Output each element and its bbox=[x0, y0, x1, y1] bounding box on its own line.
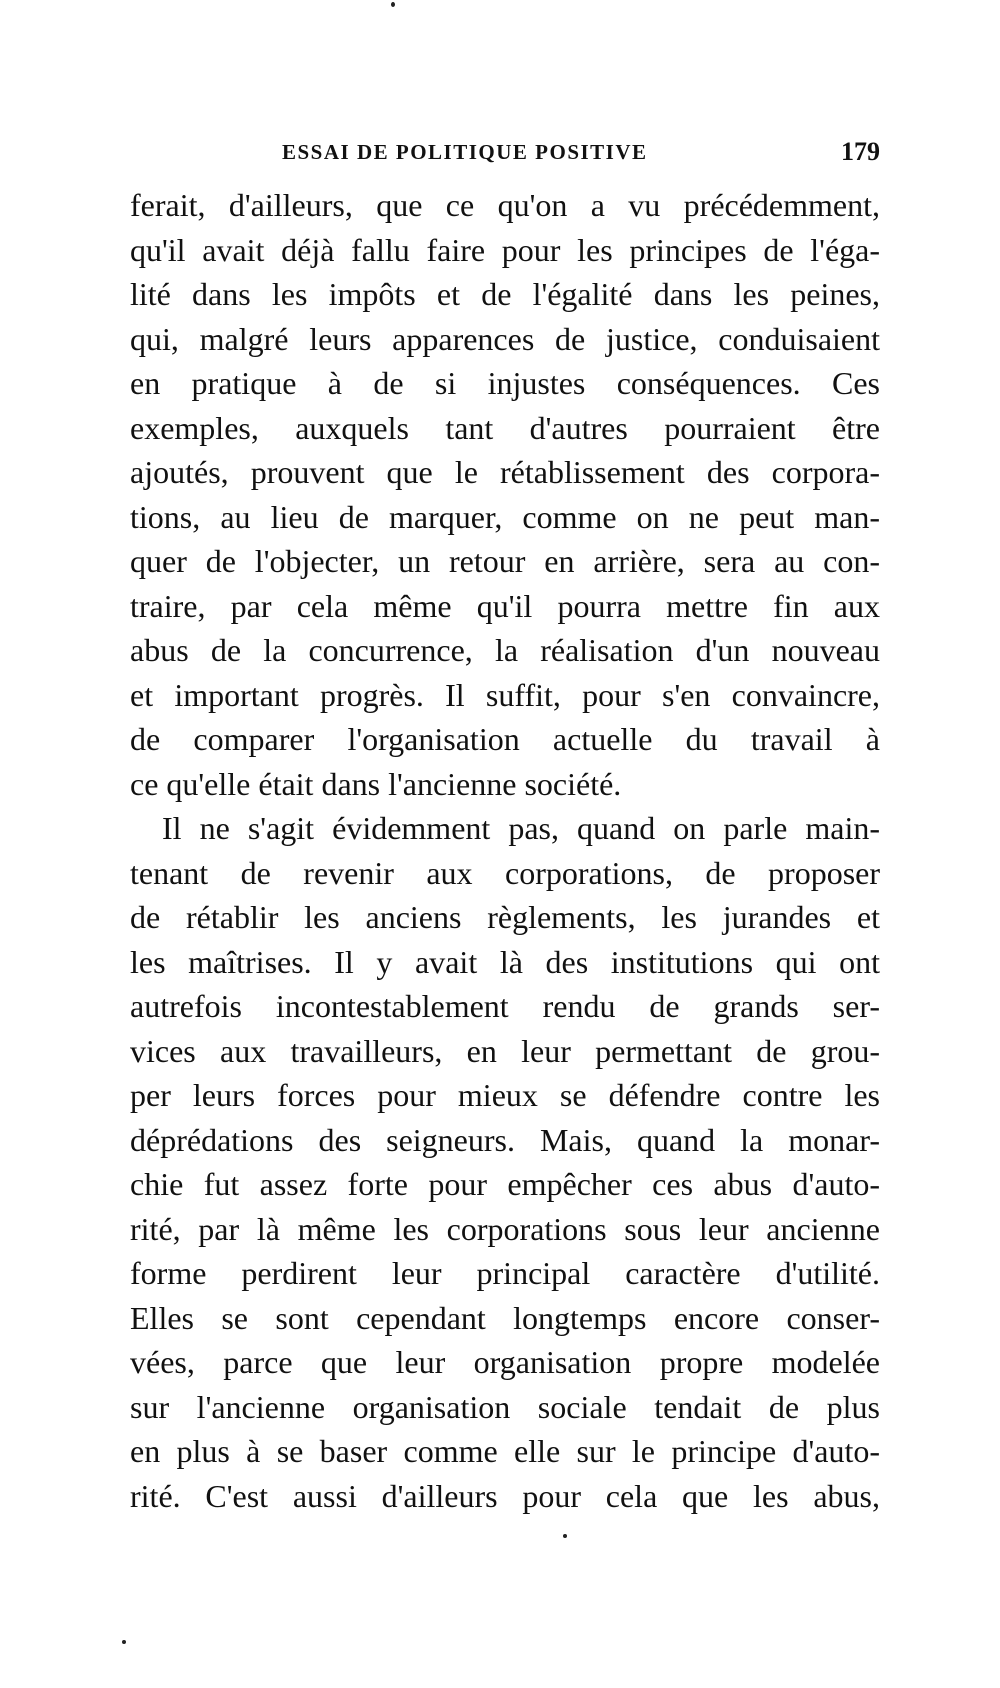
text-line: ajoutés, prouvent que le rétablissement des corpora- bbox=[130, 454, 880, 490]
text-line: tenant de revenir aux corporations, de proposer bbox=[130, 854, 880, 891]
text-line: de comparer l'organisation actuelle du travail à bbox=[130, 721, 880, 757]
text-line: en plus à se baser comme elle sur le principe d'auto- bbox=[130, 1433, 880, 1469]
ink-speck bbox=[391, 2, 395, 7]
text-line: ferait, d'ailleurs, que ce qu'on a vu précédemment, bbox=[130, 187, 880, 223]
text-line: Elles se sont cependant longtemps encore conser- bbox=[130, 1299, 880, 1336]
running-title: ESSAI DE POLITIQUE POSITIVE bbox=[282, 140, 648, 164]
text-line: traire, par cela même qu'il pourra mettre fin aux bbox=[130, 587, 880, 624]
text-line: chie fut assez forte pour empêcher ces abus d'auto- bbox=[130, 1166, 880, 1202]
text-line: abus de la concurrence, la réalisation d'un nouveau bbox=[130, 632, 880, 668]
text-line: les maîtrises. Il y avait là des institutions qui ont bbox=[130, 943, 880, 980]
text-line: en pratique à de si injustes conséquences. Ces bbox=[130, 365, 880, 401]
text-line: quer de l'objecter, un retour en arrière, sera au con- bbox=[130, 543, 880, 579]
text-line: et important progrès. Il suffit, pour s'en convaincre, bbox=[130, 676, 880, 713]
text-line: lité dans les impôts et de l'égalité dans les peines, bbox=[130, 276, 880, 312]
text-line: per leurs forces pour mieux se défendre contre les bbox=[130, 1077, 880, 1113]
text-line: rité, par là même les corporations sous leur ancienne bbox=[130, 1210, 880, 1247]
text-line: sur l'ancienne organisation sociale tendait de plus bbox=[130, 1388, 880, 1425]
text-line: déprédations des seigneurs. Mais, quand la monar- bbox=[130, 1121, 880, 1158]
paragraph-first-line: Il ne s'agit évidemment pas, quand on parle main- bbox=[162, 810, 880, 846]
text-line: qui, malgré leurs apparences de justice, conduisaient bbox=[130, 320, 880, 357]
text-line: rité. C'est aussi d'ailleurs pour cela que les abus, bbox=[130, 1477, 880, 1514]
ink-speck bbox=[563, 1534, 567, 1538]
page-number: 179 bbox=[841, 137, 880, 166]
ink-speck bbox=[122, 1640, 126, 1644]
text-line: exemples, auxquels tant d'autres pourraient être bbox=[130, 409, 880, 446]
body-text bbox=[130, 183, 880, 1518]
text-line: qu'il avait déjà fallu faire pour les principes de l'éga- bbox=[130, 231, 880, 268]
text-line: forme perdirent leur principal caractère d'utilité. bbox=[130, 1255, 880, 1291]
text-line: vées, parce que leur organisation propre modelée bbox=[130, 1344, 880, 1380]
text-line: tions, au lieu de marquer, comme on ne peut man- bbox=[130, 498, 880, 535]
text-line: autrefois incontestablement rendu de grands ser- bbox=[130, 988, 880, 1024]
text-line: vices aux travailleurs, en leur permettant de grou- bbox=[130, 1032, 880, 1069]
text-line: ce qu'elle était dans l'ancienne société. bbox=[130, 765, 622, 802]
text-line: de rétablir les anciens règlements, les jurandes et bbox=[130, 899, 880, 935]
page-header bbox=[130, 137, 880, 174]
